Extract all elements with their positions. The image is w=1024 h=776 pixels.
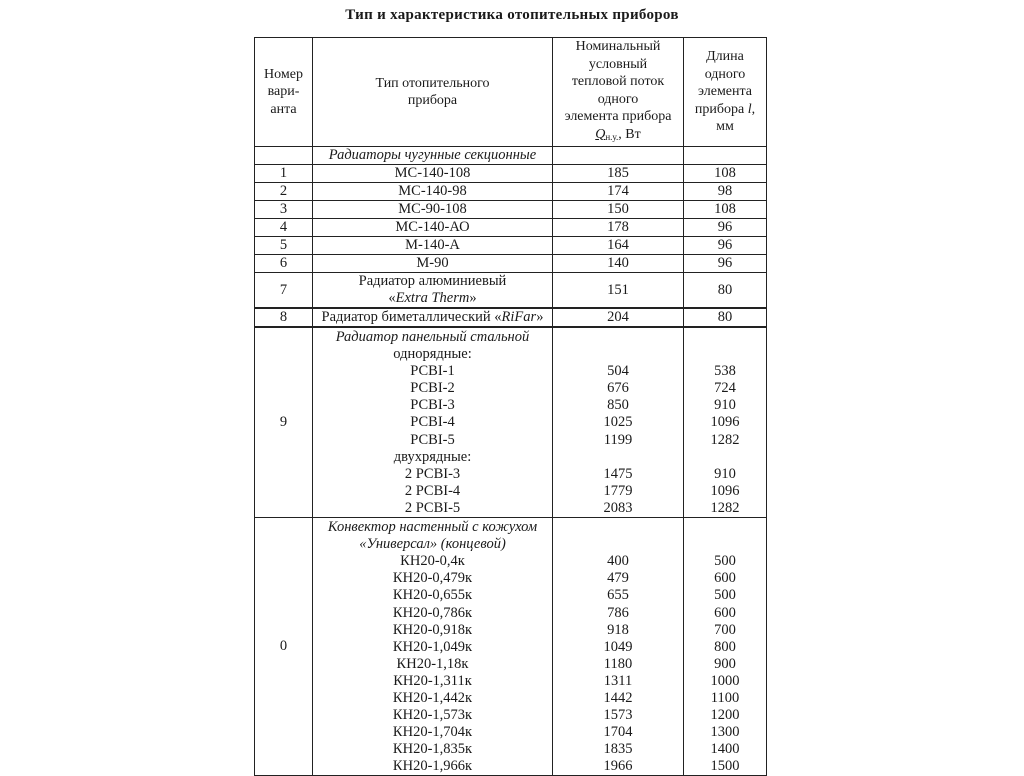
table-row: 3 МС-90-108 150 108 (255, 201, 767, 219)
heating-devices-table (254, 37, 767, 776)
header-variant: Номер вари- анта (255, 38, 313, 147)
table-row: 5 М-140-А 164 96 (255, 237, 767, 255)
document-title: Тип и характеристика отопительных приборов (345, 7, 679, 23)
header-element-length: Длина одного элемента прибора l, мм (684, 38, 767, 147)
table-row: 1 МС-140-108 185 108 (255, 165, 767, 183)
section-row-cast-iron (255, 147, 767, 165)
table-row: 6 М-90 140 96 (255, 255, 767, 273)
table-header-row (255, 38, 767, 147)
header-type: Тип отопительного прибора (313, 38, 553, 147)
section-title: Радиаторы чугунные секционные (313, 147, 553, 165)
table-row-bimetal: 8 Радиатор биметаллический «RiFar» 204 80 (255, 308, 767, 327)
header-heat-flow: Номинальный условный тепловой поток одного элемента прибора $Q_{н.у.}$, Вт (553, 38, 684, 147)
table-row-panel-steel: 9 Радиатор панельный стальной однорядные: РСВI-1 РСВI-2 РСВI-3 РСВI-4 РСВI-5 двухрядные: 2 РСВI-3 2 РСВI-4 2 РСВI-5 504 676 850 1025 1199 1475 1779 2083 538 724 910 1096 1282 910 1096 1282 (255, 327, 767, 518)
table-row-convector: 0 Конвектор настенный с кожухом «Универсал» (концевой) КН20-0,4к КН20-0,479к КН20-0,655к КН20-0,786к КН20-0,918к КН20-1,049к КН20-1,18к КН20-1,311к КН20-1,442к КН20-1,573к КН20-1,704к КН20-1,835к КН20-1,966к 400 479 655 786 918 1049 1180 1311 1442 1573 1704 1835 1966 500 600 500 600 700 800 900 1000 1100 1200 1300 1400 1500 (255, 518, 767, 776)
table-row-aluminium: 7 Радиатор алюминиевый «Extra Therm» 151 80 (255, 273, 767, 309)
table-row: 2 МС-140-98 174 98 (255, 183, 767, 201)
table-row: 4 МС-140-АО 178 96 (255, 219, 767, 237)
